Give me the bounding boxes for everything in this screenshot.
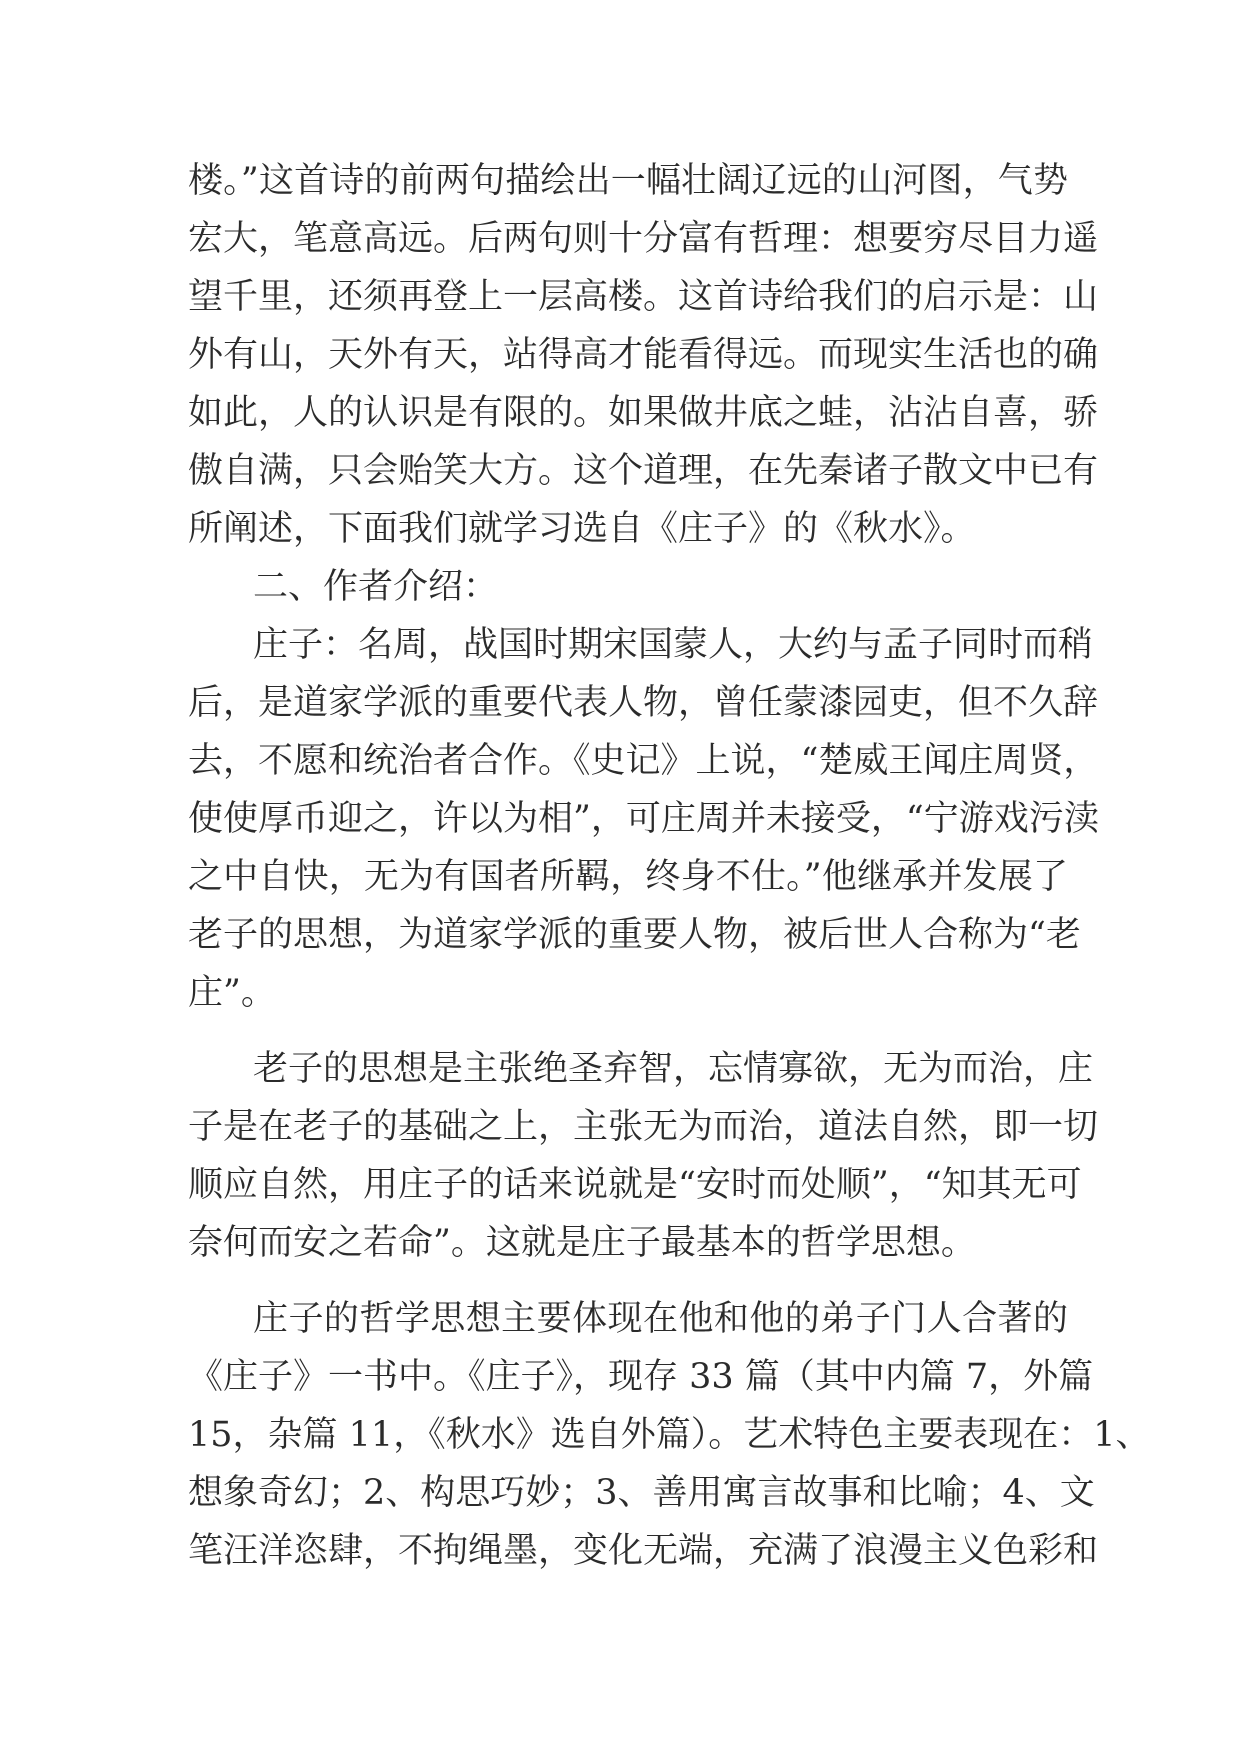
text-line: 庄子：名周，战国时期宋国蒙人，大约与孟子同时而稍 — [253, 625, 1094, 665]
text-line: 笔汪洋恣肆，不拘绳墨，变化无端，充满了浪漫主义色彩和 — [188, 1531, 1099, 1571]
text-line: 老子的思想是主张绝圣弃智，忘情寡欲，无为而治，庄 — [253, 1049, 1094, 1089]
text-line: 如此，人的认识是有限的。如果做井底之蛙，沾沾自喜，骄 — [188, 393, 1099, 433]
text-line: 之中自快，无为有国者所羁，终身不仕。”他继承并发展了 — [188, 857, 1068, 897]
text-line: 楼。”这首诗的前两句描绘出一幅壮阔辽远的山河图，气势 — [188, 161, 1068, 201]
text-line: 庄”。 — [188, 973, 276, 1013]
text-line: 后，是道家学派的重要代表人物，曾任蒙漆园吏，但不久辞 — [188, 683, 1099, 723]
text-line: 《庄子》一书中。《庄子》，现存 33 篇（其中内篇 7，外篇 — [188, 1357, 1094, 1397]
text-line: 老子的思想，为道家学派的重要人物，被后世人合称为“老 — [188, 915, 1081, 955]
text-line: 使使厚币迎之，许以为相”，可庄周并未接受，“宁游戏污渎 — [188, 799, 1099, 839]
text-line: 所阐述，下面我们就学习选自《庄子》的《秋水》。 — [188, 509, 976, 549]
text-line: 外有山，天外有天，站得高才能看得远。而现实生活也的确 — [188, 335, 1099, 375]
text-line: 子是在老子的基础之上，主张无为而治，道法自然，即一切 — [188, 1107, 1099, 1147]
text-line: 庄子的哲学思想主要体现在他和他的弟子门人合著的 — [253, 1299, 1068, 1339]
text-line: 望千里，还须再登上一层高楼。这首诗给我们的启示是：山 — [188, 277, 1099, 317]
text-line: 去，不愿和统治者合作。《史记》上说，“楚威王闻庄周贤， — [188, 741, 1099, 781]
text-line: 顺应自然，用庄子的话来说就是“安时而处顺”，“知其无可 — [188, 1165, 1082, 1205]
section-heading: 二、作者介绍： — [253, 567, 499, 607]
text-line: 奈何而安之若命”。这就是庄子最基本的哲学思想。 — [188, 1223, 976, 1263]
text-line: 想象奇幻；2、构思巧妙；3、善用寓言故事和比喻；4、文 — [188, 1473, 1095, 1513]
text-line: 15，杂篇 11，《秋水》选自外篇）。艺术特色主要表现在：1、 — [188, 1415, 1151, 1455]
text-line: 傲自满，只会贻笑大方。这个道理，在先秦诸子散文中已有 — [188, 451, 1099, 491]
text-line: 宏大，笔意高远。后两句则十分富有哲理：想要穷尽目力遥 — [188, 219, 1099, 259]
